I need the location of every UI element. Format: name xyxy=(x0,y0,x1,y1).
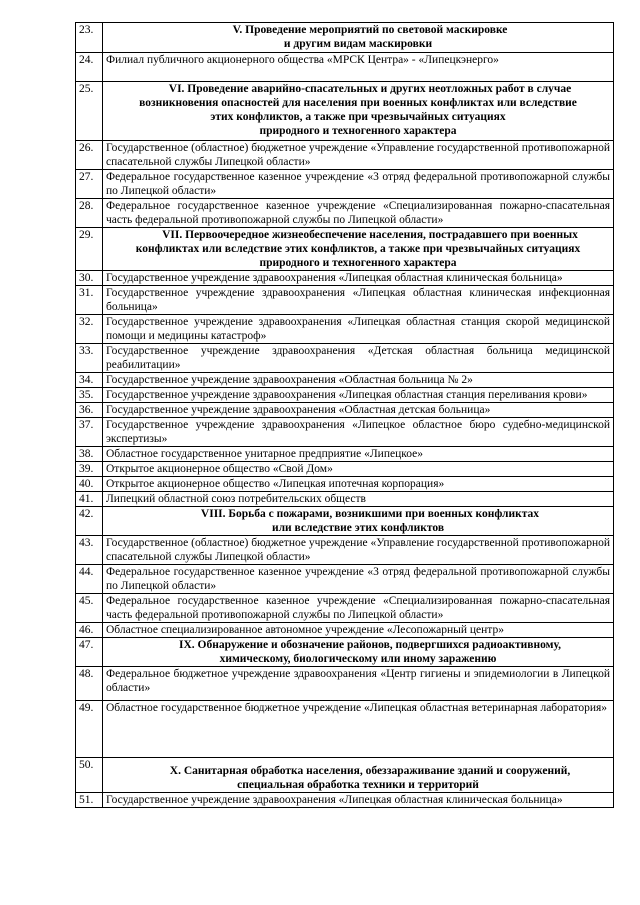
row-number: 28. xyxy=(76,199,103,228)
table-row xyxy=(76,447,614,462)
table-row xyxy=(76,462,614,477)
organization-name: Федеральное государственное казенное учреждение «3 отряд федеральной противопожарной службы по Липецкой области» xyxy=(103,565,614,594)
organization-name: Государственное учреждение здравоохранения «Областная детская больница» xyxy=(103,403,614,418)
row-number: 38. xyxy=(76,447,103,462)
organization-name: Государственное учреждение здравоохранения «Липецкая областная станция переливания крови» xyxy=(103,388,614,403)
table-row xyxy=(76,758,614,793)
table-row xyxy=(76,23,614,53)
organization-name: Федеральное бюджетное учреждение здравоохранения «Центр гигиены и эпидемиологии в Липецкой области» xyxy=(103,667,614,701)
row-number: 44. xyxy=(76,565,103,594)
table-row xyxy=(76,667,614,701)
organization-name: Государственное учреждение здравоохранения «Липецкая областная клиническая больница» xyxy=(103,271,614,286)
row-number: 49. xyxy=(76,701,103,758)
row-number: 34. xyxy=(76,373,103,388)
table-row xyxy=(76,344,614,373)
row-number: 37. xyxy=(76,418,103,447)
organizations-table xyxy=(75,22,614,808)
organization-name: Областное государственное унитарное предприятие «Липецкое» xyxy=(103,447,614,462)
organization-name: Открытое акционерное общество «Липецкая ипотечная корпорация» xyxy=(103,477,614,492)
table-row xyxy=(76,373,614,388)
organization-name: Областное специализированное автономное учреждение «Лесопожарный центр» xyxy=(103,623,614,638)
table-row xyxy=(76,170,614,199)
organization-name: Областное государственное бюджетное учреждение «Липецкая областная ветеринарная лаборатория» xyxy=(103,701,614,758)
organization-name: Государственное учреждение здравоохранения «Областная больница № 2» xyxy=(103,373,614,388)
row-number: 33. xyxy=(76,344,103,373)
table-row xyxy=(76,492,614,507)
table-row xyxy=(76,477,614,492)
row-number: 31. xyxy=(76,286,103,315)
section-heading: IX. Обнаружение и обозначение районов, подвергшихся радиоактивному, химическому, биологическому или иному заражению xyxy=(103,638,614,667)
section-heading: VII. Первоочередное жизнеобеспечение населения, пострадавшего при военных конфликтах или вследствие этих конфликтов, а также при чрезвычайных ситуациях природного и техногенного характера xyxy=(103,228,614,271)
row-number: 25. xyxy=(76,82,103,141)
organization-name: Открытое акционерное общество «Свой Дом» xyxy=(103,462,614,477)
row-number: 46. xyxy=(76,623,103,638)
row-number: 32. xyxy=(76,315,103,344)
row-number: 39. xyxy=(76,462,103,477)
organization-name: Федеральное государственное казенное учреждение «Специализированная пожарно-спасательная часть федеральной противопожарной службы по Липецкой области» xyxy=(103,594,614,623)
row-number: 30. xyxy=(76,271,103,286)
table-row xyxy=(76,701,614,758)
organization-name: Государственное учреждение здравоохранения «Липецкая областная станция скорой медицинской помощи и медицины катастроф» xyxy=(103,315,614,344)
table-row xyxy=(76,271,614,286)
table-row xyxy=(76,638,614,667)
row-number: 24. xyxy=(76,53,103,82)
section-heading: V. Проведение мероприятий по световой маскировке и другим видам маскировки xyxy=(103,23,614,53)
row-number: 42. xyxy=(76,507,103,536)
organization-name: Филиал публичного акционерного общества «МРСК Центра» - «Липецкэнерго» xyxy=(103,53,614,82)
row-number: 48. xyxy=(76,667,103,701)
table-row xyxy=(76,594,614,623)
organization-name: Государственное (областное) бюджетное учреждение «Управление государственной противопожарной спасательной службы Липецкой области» xyxy=(103,141,614,170)
row-number: 27. xyxy=(76,170,103,199)
organization-name: Государственное учреждение здравоохранения «Липецкое областное бюро судебно-медицинской экспертизы» xyxy=(103,418,614,447)
row-number: 50. xyxy=(76,758,103,793)
table-row xyxy=(76,228,614,271)
table-row xyxy=(76,403,614,418)
row-number: 35. xyxy=(76,388,103,403)
row-number: 51. xyxy=(76,793,103,808)
organization-name: Федеральное государственное казенное учреждение «3 отряд федеральной противопожарной службы по Липецкой области» xyxy=(103,170,614,199)
section-heading: X. Санитарная обработка населения, обеззараживание зданий и сооружений, специальная обработка техники и территорий xyxy=(103,758,614,793)
organization-name: Государственное учреждение здравоохранения «Детская областная больница медицинской реабилитации» xyxy=(103,344,614,373)
table-row xyxy=(76,199,614,228)
table-row xyxy=(76,82,614,141)
row-number: 36. xyxy=(76,403,103,418)
table-row xyxy=(76,565,614,594)
organization-name: Федеральное государственное казенное учреждение «Специализированная пожарно-спасательная часть федеральной противопожарной службы по Липецкой области» xyxy=(103,199,614,228)
table-row xyxy=(76,53,614,82)
table-row xyxy=(76,623,614,638)
row-number: 43. xyxy=(76,536,103,565)
table-row xyxy=(76,315,614,344)
organization-name: Государственное (областное) бюджетное учреждение «Управление государственной противопожарной спасательной службы Липецкой области» xyxy=(103,536,614,565)
row-number: 41. xyxy=(76,492,103,507)
section-heading: VIII. Борьба с пожарами, возникшими при военных конфликтах или вследствие этих конфликтов xyxy=(103,507,614,536)
organization-name: Государственное учреждение здравоохранения «Липецкая областная клиническая инфекционная больница» xyxy=(103,286,614,315)
organization-name: Липецкий областной союз потребительских обществ xyxy=(103,492,614,507)
table-row xyxy=(76,286,614,315)
row-number: 40. xyxy=(76,477,103,492)
row-number: 29. xyxy=(76,228,103,271)
organization-name: Государственное учреждение здравоохранения «Липецкая областная клиническая больница» xyxy=(103,793,614,808)
row-number: 23. xyxy=(76,23,103,53)
table-row xyxy=(76,793,614,808)
row-number: 47. xyxy=(76,638,103,667)
row-number: 26. xyxy=(76,141,103,170)
row-number: 45. xyxy=(76,594,103,623)
table-row xyxy=(76,507,614,536)
table-row xyxy=(76,536,614,565)
section-heading: VI. Проведение аварийно-спасательных и других неотложных работ в случае возникновения опасностей для населения при военных конфликтах или вследствие этих конфликтов, а также при чрезвычайных ситуациях природного и техногенного характера xyxy=(103,82,614,141)
table-row xyxy=(76,141,614,170)
table-row xyxy=(76,388,614,403)
table-row xyxy=(76,418,614,447)
